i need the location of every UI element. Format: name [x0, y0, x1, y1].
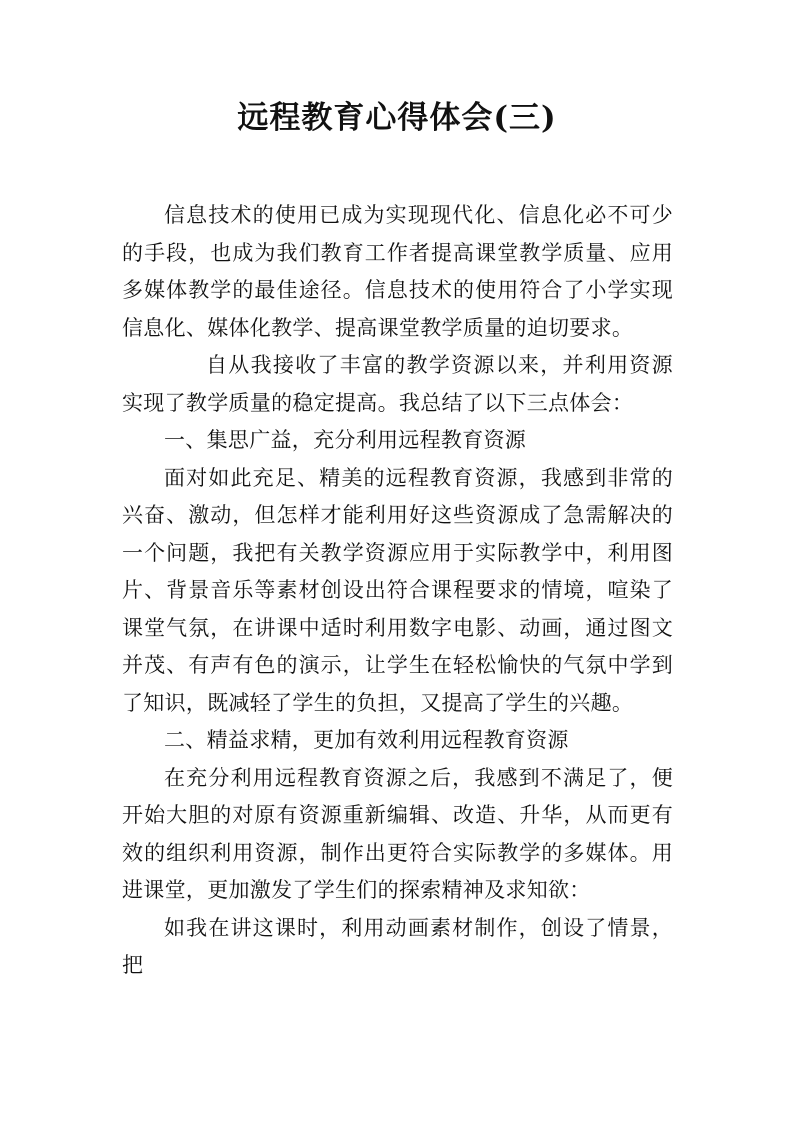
- section-heading-one: 一、集思广益，充分利用远程教育资源: [164, 428, 527, 452]
- document-title: 远程教育心得体会(三): [237, 100, 557, 136]
- document-body: [122, 197, 673, 985]
- paragraph-section-one: 面对如此充足、精美的远程教育资源，我感到非常的兴奋、激动，但怎样才能利用好这些资源成了急需解决的一个问题，我把有关教学资源应用于实际教学中，利用图片、背景音乐等素材创设出符合课程要求的情境，喧染了课堂气氛，在讲课中适时利用数字电影、动画，通过图文并茂、有声有色的演示，让学生在轻松愉快的气氛中学到了知识，既减轻了学生的负担，又提高了学生的兴趣。: [122, 465, 673, 715]
- paragraph-section-two: 在充分利用远程教育资源之后，我感到不满足了，便开始大胆的对原有资源重新编辑、改造、升华，从而更有效的组织利用资源，制作出更符合实际教学的多媒体。用进课堂，更加激发了学生们的探索精神及求知欲：: [122, 765, 673, 902]
- paragraph-summary: 自从我接收了丰富的教学资源以来，并利用资源实现了教学质量的稳定提高。我总结了以下三点体会：: [122, 353, 673, 415]
- paragraph-example: 如我在讲这课时，利用动画素材制作，创设了情景，把: [122, 915, 673, 977]
- paragraph-intro: 信息技术的使用已成为实现现代化、信息化必不可少的手段，也成为我们教育工作者提高课堂教学质量、应用多媒体教学的最佳途径。信息技术的使用符合了小学实现信息化、媒体化教学、提高课堂教学质量的迫切要求。: [122, 203, 673, 340]
- section-heading-two: 二、精益求精，更加有效利用远程教育资源: [164, 728, 569, 752]
